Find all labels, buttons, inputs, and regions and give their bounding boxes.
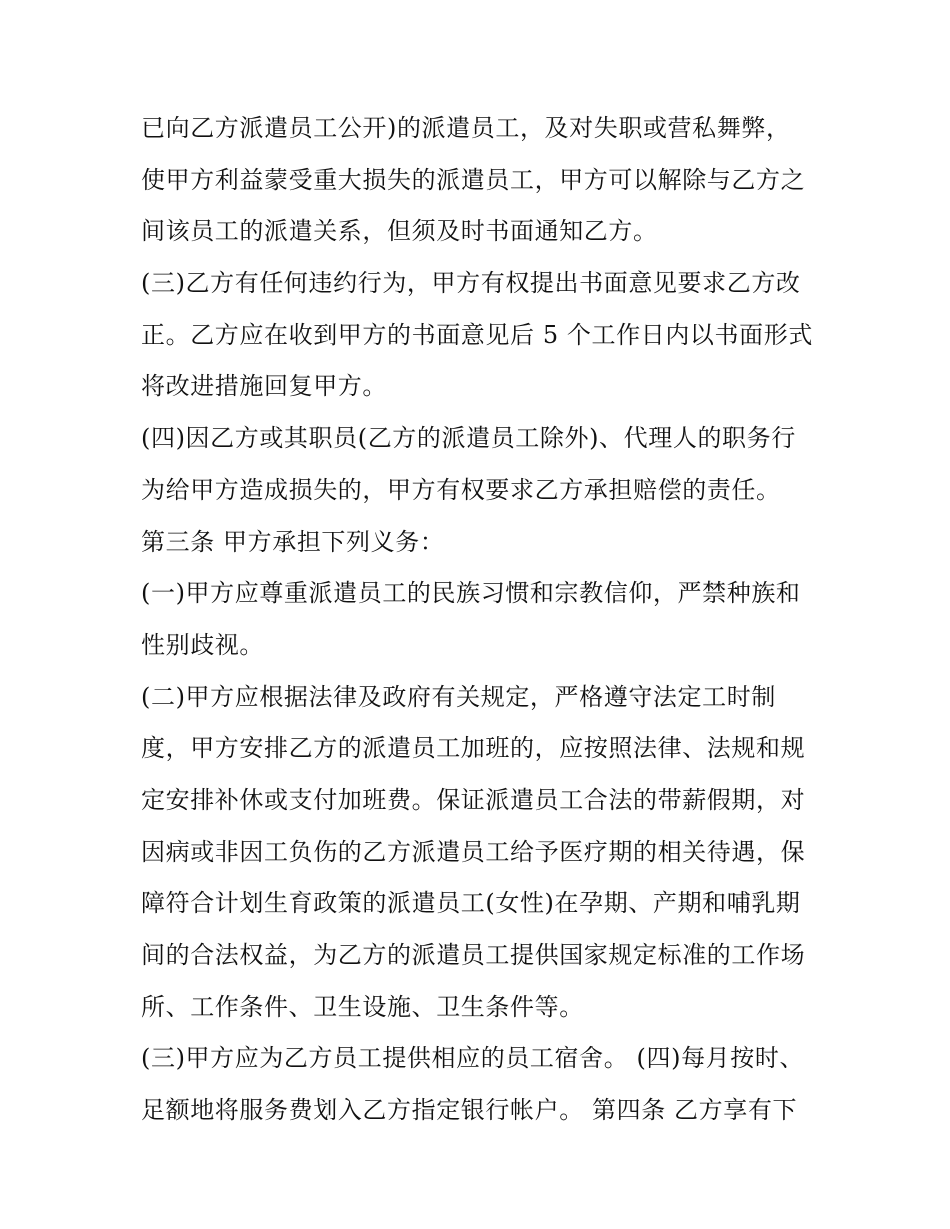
text-line: 将改进措施回复甲方。 [141, 372, 387, 401]
text-line: 性别歧视。 [141, 630, 264, 659]
text-line: 使甲方利益蒙受重大损失的派遣员工，甲方可以解除与乙方之 [141, 165, 806, 194]
text-line: 已向乙方派遣员工公开)的派遣员工，及对失职或营私舞弊， [141, 114, 791, 142]
text-line: (三)甲方应为乙方员工提供相应的员工宿舍。 (四)每月按时、 [141, 1044, 805, 1073]
text-line: 为给甲方造成损失的，甲方有权要求乙方承担赔偿的责任。 [141, 475, 781, 504]
text-line: 间该员工的派遣关系，但须及时书面通知乙方。 [141, 217, 658, 246]
text-line: 度，甲方安排乙方的派遣员工加班的，应按照法律、法规和规 [141, 734, 806, 763]
text-line: 正。乙方应在收到甲方的书面意见后 5 个工作日内以书面形式 [141, 320, 813, 349]
text-line: (四)因乙方或其职员(乙方的派遣员工除外)、代理人的职务行 [141, 424, 796, 453]
text-line: 足额地将服务费划入乙方指定银行帐户。 第四条 乙方享有下 [141, 1096, 798, 1125]
contract-body-text [141, 103, 821, 1137]
text-line: (一)甲方应尊重派遣员工的民族习惯和宗教信仰，严禁种族和 [141, 579, 801, 608]
text-line: 定安排补休或支付加班费。保证派遣员工合法的带薪假期，对 [141, 785, 806, 814]
text-line: 所、工作条件、卫生设施、卫生条件等。 [141, 992, 584, 1021]
section-heading: 第三条 甲方承担下列义务： [141, 527, 445, 556]
text-line: 因病或非因工负伤的乙方派遣员工给予医疗期的相关待遇，保 [141, 837, 806, 866]
text-line: 间的合法权益，为乙方的派遣员工提供国家规定标准的工作场 [141, 941, 806, 969]
text-line: (二)甲方应根据法律及政府有关规定，严格遵守法定工时制 [141, 682, 776, 711]
text-line: 障符合计划生育政策的派遣员工(女性)在孕期、产期和哺乳期 [141, 889, 801, 918]
text-line: (三)乙方有任何违约行为，甲方有权提出书面意见要求乙方改 [141, 269, 801, 298]
